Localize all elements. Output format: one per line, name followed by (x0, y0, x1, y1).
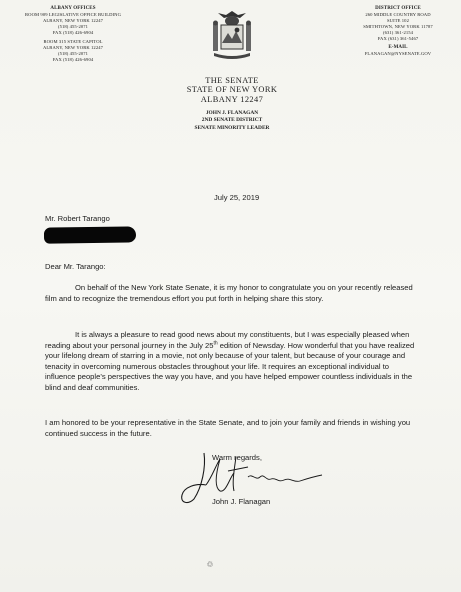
email-label: E-MAIL (388, 45, 408, 50)
district-office-line: (631) 361-2154 (382, 30, 414, 35)
paragraph-3: I am honored to be your representative in the State Senate, and to join your family and friends in wishing you continued success in the future. (45, 418, 411, 438)
albany-office-heading: ALBANY OFFICES (50, 6, 96, 11)
district-office-line: 260 MIDDLE COUNTRY ROAD (365, 12, 431, 17)
ordinal-suffix: th (213, 340, 218, 347)
senate-title (150, 76, 314, 104)
email-address: FLANAGAN@NYSENATE.GOV (364, 51, 432, 56)
paragraph-2 (45, 330, 421, 394)
senator-district: 2ND SENATE DISTRICT (201, 117, 263, 124)
albany-office-line: ALBANY, NEW YORK 12247 (42, 18, 104, 23)
senate-title-line: THE SENATE (205, 76, 259, 85)
albany-office-line: ROOM 909 LEGISLATIVE OFFICE BUILDING (25, 12, 121, 17)
senate-title-line: STATE OF NEW YORK (186, 85, 278, 95)
district-office-line: SMITHTOWN, NEW YORK 11787 (363, 24, 433, 29)
district-office-line: FAX (631) 361-5467 (377, 36, 419, 41)
paragraph-2-start: It is always a pleasure to read good news about my constituents, but I was especially pleased when reading about your personal journey in the July 25 (45, 330, 410, 350)
albany-office-line: ROOM 315 STATE CAPITOL (43, 39, 103, 44)
albany-office-line: FAX (518) 426-6904 (52, 30, 94, 35)
albany-office-line: ALBANY, NEW YORK 12247 (42, 45, 104, 50)
albany-office-address (14, 6, 132, 63)
senate-title-line: ALBANY 12247 (200, 94, 264, 104)
senator-block (150, 110, 314, 132)
letter-date: July 25, 2019 (214, 193, 260, 202)
recipient-name: Mr. Robert Tarango (45, 214, 110, 223)
albany-office-line: (518) 455-2071 (57, 51, 89, 56)
paragraph-2-end: edition of Newsday. How wonderful that you have realized your lifelong dream of starring in a movie, not only because of your talent, but because of your courage and tenacity in overcoming numerous obstacles throughout your life. It requires an exceptional individual to influence people’s perspectives the way you have, and you have helped empower countless individuals in the blind and deaf communities. (45, 340, 415, 392)
redaction-mark (44, 226, 136, 243)
signature-name: John J. Flanagan (212, 497, 271, 506)
albany-office-line: (518) 455-2071 (57, 24, 89, 29)
district-office-heading: DISTRICT OFFICE (375, 6, 421, 11)
closing: Warm regards, (212, 453, 262, 462)
recycle-icon: ♲ (206, 560, 214, 569)
paragraph-1: On behalf of the New York State Senate, it is my honor to congratulate you on your recently released film and to recognize the tremendous effort you put forth in helping share this story. (45, 283, 413, 303)
senator-role: SENATE MINORITY LEADER (194, 124, 270, 131)
district-office-line: SUITE 102 (387, 18, 409, 23)
district-office-address (348, 6, 448, 57)
albany-office-line: FAX (518) 426-6904 (52, 57, 94, 62)
salutation: Dear Mr. Tarango: (45, 262, 106, 271)
senator-name: JOHN J. FLANAGAN (205, 110, 259, 116)
state-seal-icon (210, 7, 254, 61)
